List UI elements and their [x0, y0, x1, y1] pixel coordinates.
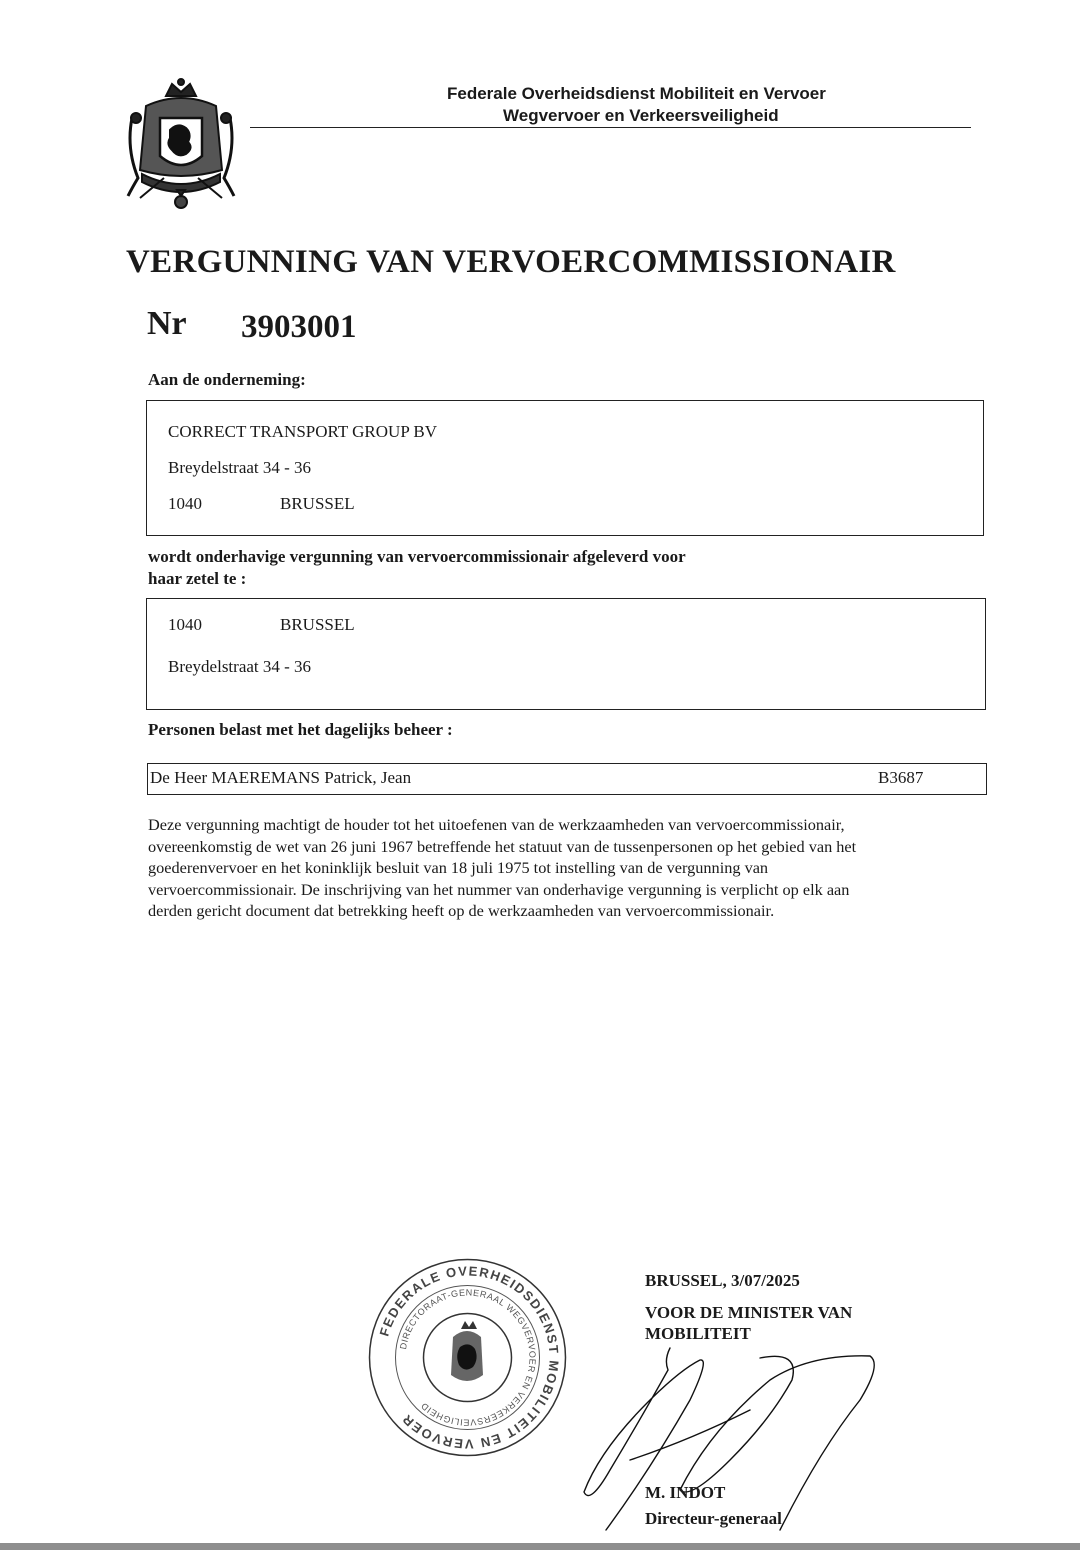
license-body-text: [148, 814, 968, 922]
body-line: goederenvervoer en het koninklijk besluit van 18 juli 1975 tot instelling van de vergunning van: [148, 858, 769, 878]
recipient-city: BRUSSEL: [280, 494, 355, 513]
body-line: overeenkomstig de wet van 26 juni 1967 betreffende het statuut van de tussenpersonen op het gebied van het: [148, 836, 857, 856]
body-line: derden gericht document dat betrekking heeft op de werkzaamheden van vervoercommissionair.: [148, 901, 775, 921]
signer-name: M. INDOT: [645, 1483, 726, 1502]
stamp-inner-text: DIRECTORAAT-GENERAAL WEGVERVOER EN VERKEERSVEILIGHEID: [398, 1287, 538, 1428]
management-label: Personen belast met het dagelijks beheer :: [148, 720, 453, 739]
belgian-coat-of-arms-icon: [122, 78, 240, 216]
on-behalf-line1: VOOR DE MINISTER VAN: [645, 1303, 853, 1322]
manager-code: B3687: [878, 768, 924, 787]
signer-title: Directeur-generaal: [645, 1509, 782, 1528]
agency-name: Federale Overheidsdienst Mobiliteit en Vervoer: [447, 84, 826, 103]
seat-city: BRUSSEL: [280, 615, 355, 634]
recipient-label: Aan de onderneming:: [148, 370, 306, 389]
place-and-date: BRUSSEL, 3/07/2025: [645, 1271, 800, 1290]
recipient-street: Breydelstraat 34 - 36: [168, 458, 312, 477]
recipient-postcode: 1040: [168, 494, 202, 513]
directorate-name: Wegvervoer en Verkeersveiligheid: [503, 106, 779, 125]
seat-street: Breydelstraat 34 - 36: [168, 657, 312, 676]
body-line: Deze vergunning machtigt de houder tot het uitoefenen van de werkzaamheden van vervoercommissionair,: [148, 815, 845, 834]
header-rule: [250, 127, 971, 128]
body-line: vervoercommissionair. De inschrijving van het nummer van onderhavige vergunning is verplicht op elk aan: [148, 879, 850, 899]
license-number: 3903001: [241, 309, 357, 345]
on-behalf-of: [645, 1302, 852, 1344]
handwritten-signature-icon: [570, 1340, 890, 1535]
seat-box: [146, 598, 986, 710]
number-label: Nr: [147, 305, 187, 342]
document-title: VERGUNNING VAN VERVOERCOMMISSIONAIR: [126, 244, 896, 280]
seat-postcode: 1040: [168, 615, 202, 634]
seat-label-line2: haar zetel te :: [148, 569, 247, 588]
scan-edge: [0, 1543, 1080, 1550]
manager-name: De Heer MAEREMANS Patrick, Jean: [150, 768, 412, 787]
company-name: CORRECT TRANSPORT GROUP BV: [168, 422, 438, 441]
official-seal-icon: [365, 1255, 570, 1460]
stamp-outer-text: FEDERALE OVERHEIDSDIENST MOBILITEIT EN VERVOER: [376, 1263, 562, 1452]
on-behalf-line2: MOBILITEIT: [645, 1324, 751, 1343]
seat-label-line1: wordt onderhavige vergunning van vervoercommissionair afgeleverd voor: [148, 547, 686, 566]
